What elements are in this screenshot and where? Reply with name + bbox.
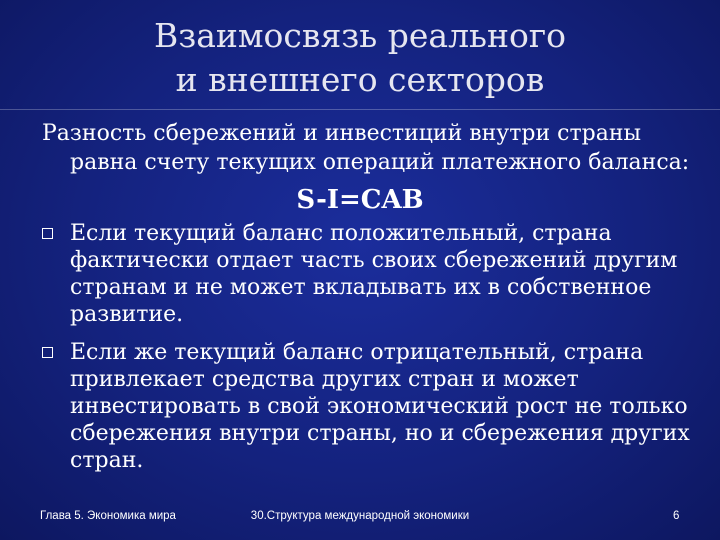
intro-line-1: Разность сбережений и инвестиций внутри страны (42, 121, 641, 146)
title-line-1: Взаимосвязь реального (153, 16, 567, 55)
formula: S-I=CAB (296, 185, 424, 215)
footer-chapter: Глава 5. Экономика мира (40, 510, 176, 522)
bullet-item-2 (42, 339, 702, 474)
slide-title (0, 14, 720, 102)
footer-page-number: 6 (673, 510, 680, 522)
footer-section: 30.Структура международной экономики (250, 510, 470, 522)
bullet-text-1: Если текущий баланс положительный, страна фактически отдает часть своих сбережений другим странам и не может вкладывать их в собственное развитие. (70, 221, 678, 327)
title-line-2: и внешнего секторов (175, 60, 545, 99)
bullet-item-1 (42, 220, 702, 328)
hollow-square-bullet-icon (42, 228, 53, 239)
intro-paragraph (42, 119, 712, 177)
intro-line-2: равна счету текущих операций платежного баланса: (70, 150, 690, 175)
hollow-square-bullet-icon (42, 347, 53, 358)
title-divider (0, 109, 720, 110)
bullet-text-2: Если же текущий баланс отрицательный, страна привлекает средства других стран и может инвестировать в свой экономический рост не только сбережения внутри страны, но и сбережения других стран. (70, 340, 690, 473)
